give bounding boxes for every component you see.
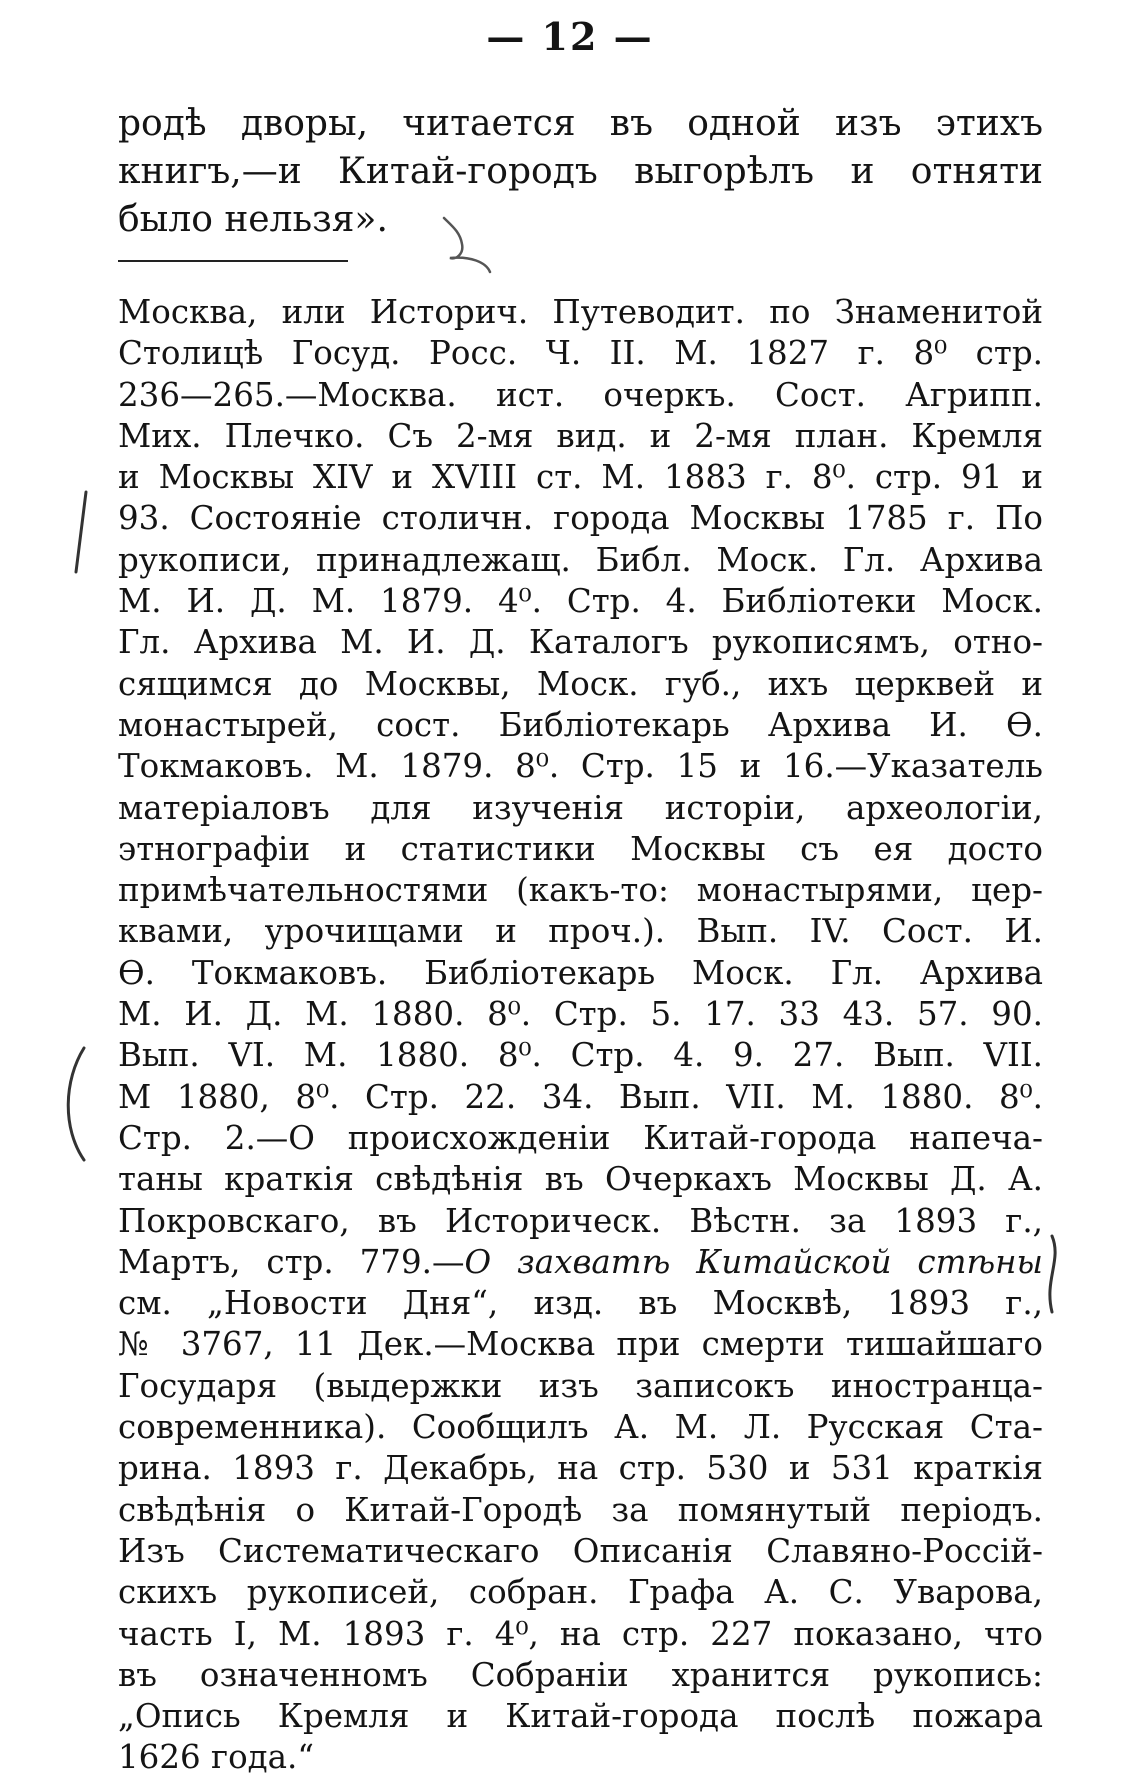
- reference-line: скихъ рукописей, собран. Графа А. С. Уварова,: [118, 1573, 1043, 1612]
- references-block: [118, 292, 1043, 1779]
- pencil-right-bracket: [1050, 1236, 1055, 1312]
- page-number: — 12 —: [486, 14, 654, 59]
- reference-line: рина. 1893 г. Декабрь, на стр. 530 и 531 краткія: [118, 1449, 1043, 1488]
- reference-line: Мих. Плечко. Съ 2-мя вид. и 2-мя план. Кремля: [118, 416, 1043, 455]
- reference-line: свѣдѣнія о Китай-Городѣ за помянутый періодъ.: [118, 1490, 1043, 1529]
- reference-line: въ означенномъ Собраніи хранится рукопись:: [118, 1655, 1043, 1694]
- pencil-left-bracket: [68, 1048, 84, 1160]
- reference-line: рукописи, принадлежащ. Библ. Моск. Гл. Архива: [118, 540, 1043, 579]
- reference-italic-title: О захватѣ Китайской стѣны: [464, 1242, 1043, 1281]
- reference-line: „Опись Кремля и Китай-города послѣ пожара: [118, 1697, 1043, 1736]
- reference-line: матеріаловъ для изученія исторіи, археологіи,: [118, 788, 1043, 827]
- reference-line: примѣчательностями (какъ-то: монастырями, цер-: [118, 871, 1043, 910]
- pencil-margin-line: [76, 492, 86, 572]
- reference-line: сящимся до Москвы, Моск. губ., ихъ церквей и: [118, 664, 1043, 703]
- reference-line: 93. Состояніе столичн. города Москвы 1785 г. По: [118, 499, 1043, 538]
- reference-line: М. И. Д. М. 1880. 8⁰. Стр. 5. 17. 33 43. 57. 90.: [118, 995, 1043, 1034]
- reference-line: 1626 года.“: [118, 1738, 314, 1777]
- footnote-separator-rule: [118, 260, 348, 262]
- reference-line: Государя (выдержки изъ записокъ иностранца-: [118, 1366, 1043, 1405]
- reference-line: см. „Новости Дня“, изд. въ Москвѣ, 1893 г.,: [118, 1284, 1043, 1323]
- reference-line: современника). Сообщилъ А. М. Л. Русская Ста-: [118, 1408, 1043, 1447]
- reference-line-mixed: [118, 1242, 1043, 1283]
- reference-line: этнографіи и статистики Москвы съ ея досто: [118, 829, 1043, 868]
- reference-line: и Москвы XIV и XVIII ст. М. 1883 г. 8⁰. стр. 91 и: [118, 458, 1043, 497]
- reference-line: М. И. Д. М. 1879. 4⁰. Стр. 4. Библіотеки Моск.: [118, 582, 1043, 621]
- reference-line: Стр. 2.—О происхожденіи Китай-города напеча-: [118, 1118, 1043, 1157]
- main-text-line: книгъ,—и Китай-городъ выгорѣлъ и отняти: [118, 151, 1043, 192]
- reference-line: Москва, или Историч. Путеводит. по Знаменитой: [118, 293, 1043, 331]
- reference-line: Ѳ. Токмаковъ. Библіотекарь Моск. Гл. Архива: [118, 953, 1043, 992]
- reference-line: Вып. VI. М. 1880. 8⁰. Стр. 4. 9. 27. Вып. VII.: [118, 1036, 1043, 1075]
- reference-line: Покровскаго, въ Историческ. Вѣстн. за 1893 г.,: [118, 1201, 1043, 1240]
- reference-line: монастырей, сост. Библіотекарь Архива И. Ѳ.: [118, 705, 1043, 744]
- reference-line: Столицѣ Госуд. Росс. Ч. II. М. 1827 г. 8⁰ стр.: [118, 334, 1043, 373]
- reference-line: М 1880, 8⁰. Стр. 22. 34. Вып. VII. М. 1880. 8⁰.: [118, 1077, 1043, 1116]
- main-text-line: было нельзя».: [118, 199, 388, 240]
- reference-line: квами, урочищами и проч.). Вып. IV. Сост. И.: [118, 912, 1043, 951]
- reference-line: Изъ Систематическаго Описанія Славяно-Россій-: [118, 1531, 1043, 1570]
- main-text-block: [118, 100, 1043, 244]
- reference-line: таны краткія свѣдѣнія въ Очеркахъ Москвы Д. А.: [118, 1160, 1043, 1199]
- reference-line: 236—265.—Москва. ист. очеркъ. Сост. Агрипп.: [118, 375, 1043, 414]
- reference-line: Гл. Архива М. И. Д. Каталогъ рукописямъ, отно-: [118, 623, 1043, 662]
- reference-line: Токмаковъ. М. 1879. 8⁰. Стр. 15 и 16.—Указатель: [118, 747, 1043, 786]
- reference-plain-segment: Мартъ, стр. 779.—: [118, 1242, 465, 1281]
- reference-line: № 3767, 11 Дек.—Москва при смерти тишайшаго: [118, 1325, 1043, 1364]
- main-text-line: родѣ дворы, читается въ одной изъ этихъ: [118, 103, 1043, 144]
- reference-line: часть I, М. 1893 г. 4⁰, на стр. 227 показано, что: [118, 1614, 1043, 1653]
